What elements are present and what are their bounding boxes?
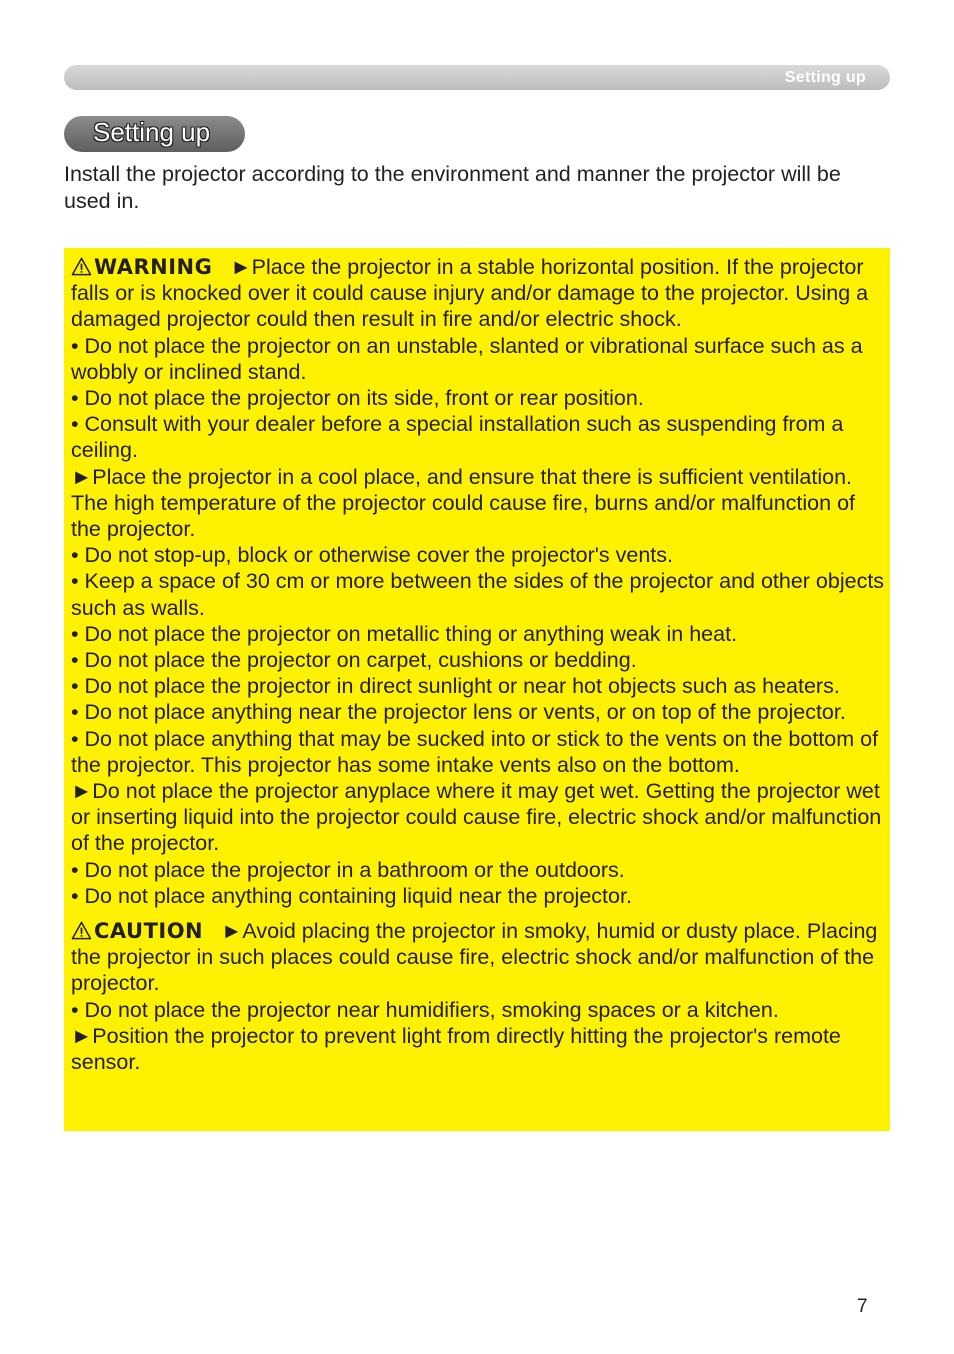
page-number: 7 <box>857 1296 868 1317</box>
section-title: Setting up <box>93 117 211 147</box>
warning-item: • Do not stop-up, block or otherwise cover the projector's vents. <box>71 543 673 568</box>
warning-item: • Do not place anything near the projector lens or vents, or on top of the projector. <box>71 700 846 725</box>
header-bar <box>64 65 890 90</box>
caution-triangle-icon <box>71 921 92 940</box>
warning-item: • Keep a space of 30 cm or more between the sides of the projector and other objects such as walls. <box>71 569 885 620</box>
warning-item: • Do not place the projector in direct sunlight or near hot objects such as heaters. <box>71 674 840 699</box>
caution-label: CAUTION <box>94 919 204 944</box>
warning-item: ►Place the projector in a cool place, and ensure that there is sufficient ventilation. The high temperature of the projector could cause fire, burns and/or malfunction of the projector. <box>71 464 855 542</box>
warning-item: • Do not place the projector on an unstable, slanted or vibrational surface such as a wobbly or inclined stand. <box>71 333 863 384</box>
caution-paragraph <box>71 918 886 997</box>
warning-label: WARNING <box>94 255 213 279</box>
section-heading <box>64 116 245 152</box>
warning-item: • Do not place the projector on its side, front or rear position. <box>71 386 644 411</box>
intro-text: Install the projector according to the environment and manner the projector will be used in. <box>64 162 841 213</box>
caution-text: ►Avoid placing the projector in smoky, humid or dusty place. Placing the projector in such places could cause fire, electric shock and/or malfunction of the projector. <box>71 919 878 996</box>
caution-item: • Do not place the projector near humidifiers, smoking spaces or a kitchen. <box>71 997 779 1022</box>
warning-triangle-icon <box>71 257 92 276</box>
warning-item: • Do not place the projector in a bathroom or the outdoors. <box>71 857 625 882</box>
caution-item: ►Position the projector to prevent light from directly hitting the projector's remote sensor. <box>71 1023 841 1075</box>
warning-item: • Do not place the projector on metallic thing or anything weak in heat. <box>71 621 738 646</box>
warning-item: • Do not place anything containing liquid near the projector. <box>71 883 632 908</box>
warning-item: • Do not place anything that may be sucked into or stick to the vents on the bottom of the projector. This projector has some intake vents also on the bottom. <box>71 726 879 777</box>
safety-notice-box <box>64 248 890 1131</box>
running-title: Setting up <box>784 69 866 86</box>
warning-text: ►Place the projector in a stable horizontal position. If the projector falls or is knocked over it could cause injury and/or damage to the projector. Using a damaged projector could then result in fire and/or electric shock. <box>71 255 869 332</box>
warning-item: • Do not place the projector on carpet, cushions or bedding. <box>71 648 637 673</box>
warning-paragraph <box>71 254 886 333</box>
warning-item: ►Do not place the projector anyplace where it may get wet. Getting the projector wet or inserting liquid into the projector could cause fire, electric shock and/or malfunction of the projector. <box>71 779 882 856</box>
warning-item: • Consult with your dealer before a special installation such as suspending from a ceiling. <box>71 412 844 463</box>
